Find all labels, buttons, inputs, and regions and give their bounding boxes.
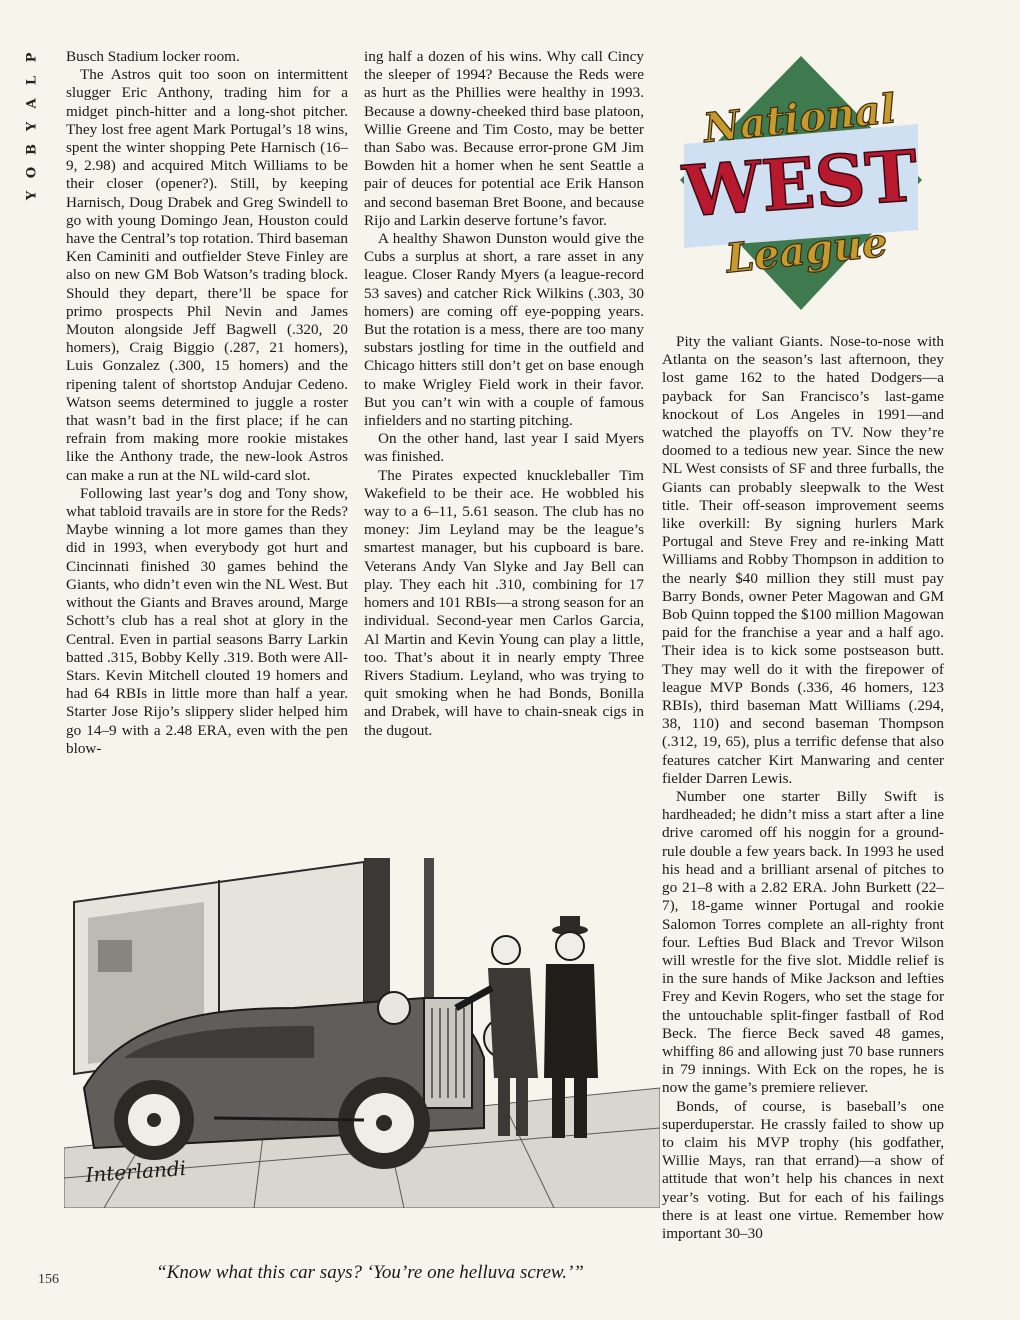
- section-mark-letter: A: [24, 98, 40, 109]
- national-league-west-emblem: [676, 52, 926, 314]
- paragraph: A healthy Shawon Dunston would give the Cubs a surplus at short, a rare asset in any league. Closer Randy Myers (a league-record 53 saves) and catcher Rick Wilkins (.303, 30 homers) are coming off eye-popping years. But the rotation is a mess, there are too many substars jostling for time in the outfield and Chicago hitters still don’t get on base enough to make Wrigley Field work in their favor. But you can’t win with a couple of famous infielders and no starting pitching.: [364, 230, 644, 430]
- cartoon-illustration: [64, 858, 660, 1208]
- section-mark-letter: P: [24, 52, 40, 63]
- cartoon-caption: “Know what this car says? ‘You’re one helluva screw.’”: [156, 1262, 584, 1283]
- cartoon-signature: Interlandi: [84, 1156, 187, 1187]
- emblem-league-text: League: [723, 218, 890, 283]
- paragraph: On the other hand, last year I said Myers was finished.: [364, 430, 644, 466]
- section-mark: [24, 46, 40, 207]
- paragraph: Bonds, of course, is baseball’s one superduperstar. He crassly failed to show up to claim his MVP trophy (his godfather, Willie Mays, ran that errand)—a show of attitude that won’t help his chances in next year’s voting. But for each of his failings there is at least one virtue. Remember how important 30–30: [662, 1097, 944, 1242]
- paragraph: Number one starter Billy Swift is hardheaded; he didn’t miss a start after a line drive caromed off his noggin for a ground-rule double a few years back. In 1993 he used his head and a brilliant arsenal of pitches to go 21–8 with a 2.82 ERA. John Burkett (22–7), 18-game winner Portugal and rookie Salomon Torres complete an all-righty front four. Lefties Bud Black and Trevor Wilson will wrestle for the five slot. Middle relief is in the sure hands of Mike Jackson and lefties Frey and Kevin Rogers, who set the stage for the untouchable split-finger fastball of Rod Beck. The fierce Beck saved 48 games, whiffing 86 and allowing just 70 base runners in 79 innings. With Eck on the ropes, he is now the game’s premiere reliever.: [662, 788, 944, 1097]
- column-3: [662, 333, 944, 1243]
- paragraph: Busch Stadium locker room.: [66, 48, 240, 65]
- section-mark-letter: Y: [24, 190, 40, 201]
- page-number: 156: [38, 1272, 59, 1287]
- column-1: [66, 48, 348, 758]
- paragraph: ing half a dozen of his wins. Why call Cincy the sleeper of 1994? Because the Reds were as hurt as the Phillies were healthy in 1993. Because a downy-cheeked third base platoon, Willie Greene and Tim Costo, may be better than Sabo was. Because error-prone GM Jim Bowden hit a homer when he sent Seattle a pair of deuces for potential ace Erik Hanson and second baseman Bret Boone, and because Rijo and Larkin deserve fortune’s favor.: [364, 48, 644, 229]
- section-mark-letter: B: [24, 144, 40, 155]
- section-mark-letter: O: [24, 166, 40, 179]
- emblem-west-text: WEST: [680, 133, 921, 234]
- section-mark-letter: L: [24, 75, 40, 86]
- column-2: [364, 48, 644, 740]
- paragraph: Following last year’s dog and Tony show, what tabloid travails are in store for the Reds? Maybe winning a lot more games than they did in 1993, when everybody got hurt and Cincinnati finished 30 games behind the Giants, who didn’t even win the NL West. But without the Giants and Braves around, Marge Schott’s club has a real shot at glory in the Central. Even in partial seasons Barry Larkin batted .315, Bobby Kelly .319. Both were All-Stars. Kevin Mitchell clouted 19 homers and had 64 RBIs in little more than half a year. Starter Jose Rijo’s slippery slider helped him go 14–9 with a 2.48 ERA, even with the pen blow-: [66, 484, 348, 757]
- paragraph: Pity the valiant Giants. Nose-to-nose with Atlanta on the season’s last afternoon, they lost game 162 to the hated Dodgers—a payback for San Francisco’s last-game knockout of Los Angeles in 1991—and watched the playoffs on TV. Now they’re doomed to a tedious new year. Since the new NL West consists of SF and three furballs, the Giants can probably sleepwalk to the West title. Their off-season improvement seems like overkill: By signing hurlers Mark Portugal and Steve Frey and re-inking Matt Williams and Robby Thompson in addition to the nearly $40 million they still must pay Barry Bonds, owner Peter Magowan and GM Bob Quinn topped the $100 million Magowan paid for the franchise a year and a half ago. Their idea is to kick some postseason butt. They may well do it with the firepower of league MVP Bonds (.336, 46 homers, 123 RBIs), third baseman Matt Williams (.294, 38, 110) and second baseman Thompson (.312, 19, 65), plus a terrific defense that also features catcher Kirt Manwaring and center fielder Darren Lewis.: [662, 333, 944, 787]
- section-mark-letter: Y: [24, 121, 40, 132]
- paragraph: The Astros quit too soon on intermittent slugger Eric Anthony, trading him for a midget pinch-hitter and a long-shot pitcher. They lost free agent Mark Portugal’s 18 wins, spent the winter shopping Pete Harnisch (16–9, 2.98) and acquired Mitch Williams to be their closer (opener?). Still, by keeping Harnisch, Doug Drabek and Greg Swindell to go with young Domingo Jean, Houston could have the Central’s top rotation. Third baseman Ken Caminiti and outfielder Steve Finley are also on new GM Bob Watson’s trading block. Should they depart, there’ll be space for primo prospects Phil Nevin and James Mouton alongside Jeff Bagwell (.320, 20 homers), Craig Biggio (.287, 21 homers), Luis Gonzalez (.300, 15 homers) and the ripening talent of shortstop Andujar Cedeno. Watson seems determined to juggle a roster that wasn’t bad in the first place; if he can refrain from making more rookie mistakes like the Anthony trade, the new-look Astros can make a run at the NL wild-card slot.: [66, 66, 348, 484]
- paragraph: The Pirates expected knuckleballer Tim Wakefield to be their ace. He wobbled his way to a 6–11, 5.61 season. The club has no money: Jim Leyland may be the league’s smartest manager, but his cupboard is bare. Veterans Andy Van Slyke and Jay Bell can play. They each hit .310, combining for 17 homers and 101 RBIs—a strong season for an individual. Second-year men Carlos Garcia, Al Martin and Kevin Young can play a little, too. That’s about it in nearly empty Three Rivers Stadium. Leyland, who was trying to quit smoking when he had Bonds, Bonilla and Drabek, will have to chain-sneak cigs in the dugout.: [364, 466, 644, 739]
- emblem-national-text: National: [701, 85, 899, 153]
